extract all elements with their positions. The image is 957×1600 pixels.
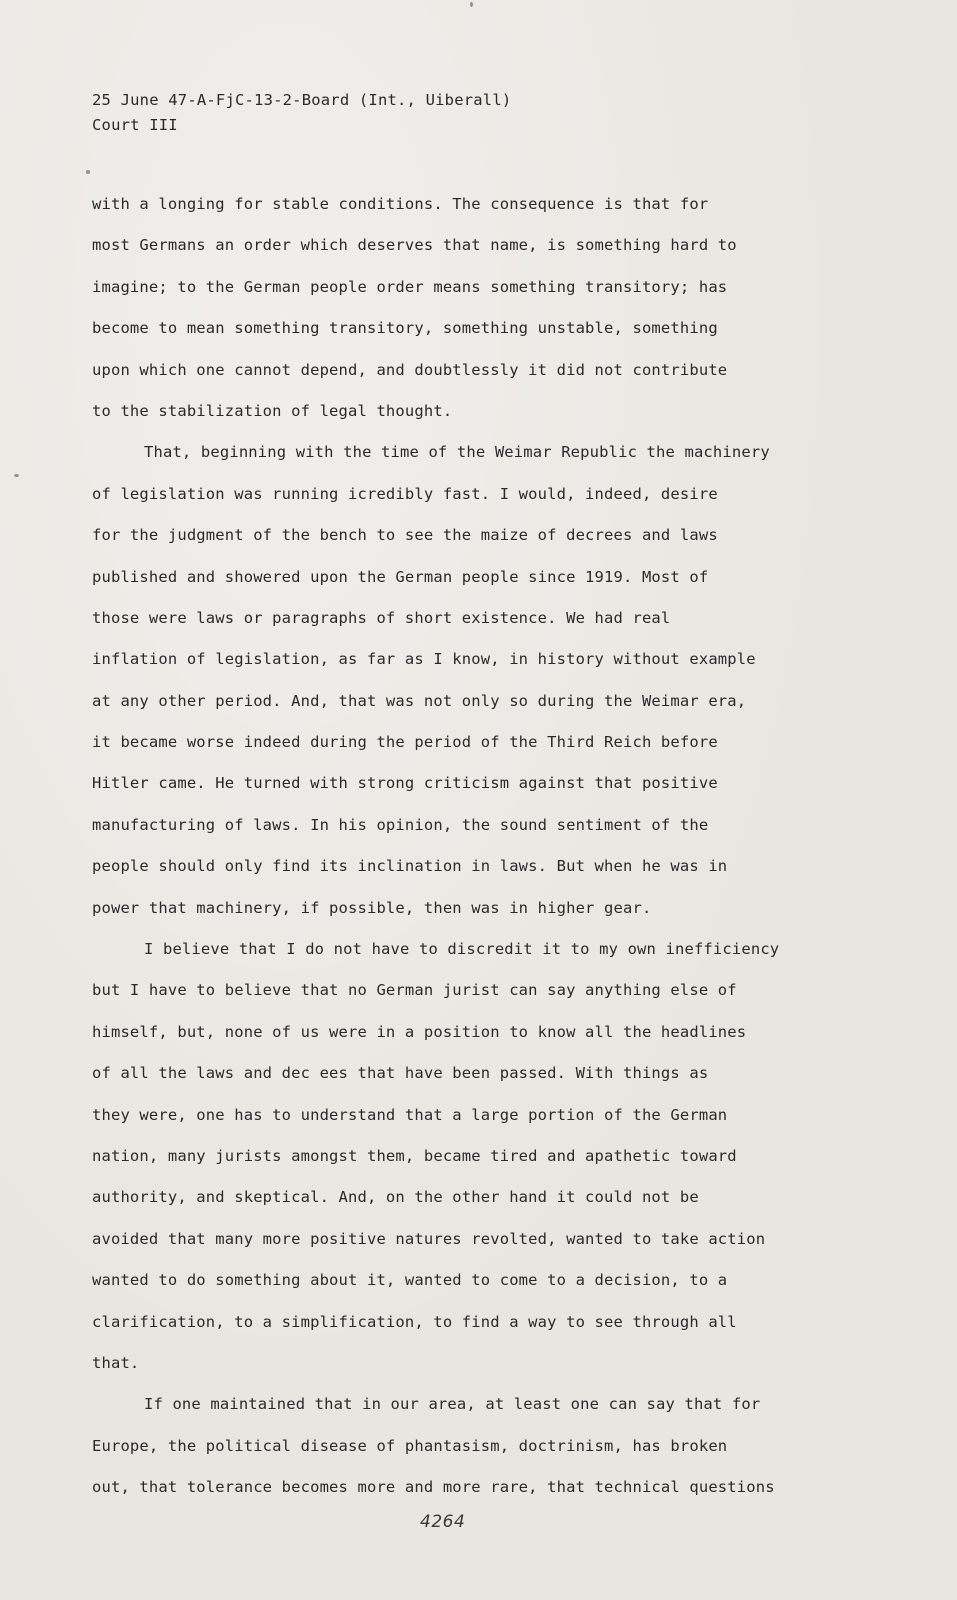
text-line: authority, and skeptical. And, on the other hand it could not be (92, 1188, 699, 1207)
paper-speck (14, 474, 19, 477)
text-line: of legislation was running icredibly fast. I would, indeed, desire (92, 484, 718, 503)
text-line: of all the laws and dec ees that have been passed. With things as (92, 1064, 709, 1083)
transcript-body (92, 190, 852, 1515)
paper-speck (470, 2, 473, 7)
header-reference-line: 25 June 47-A-FjC-13-2-Board (Int., Uiberall) (92, 91, 512, 109)
text-line: nation, many jurists amongst them, became tired and apathetic toward (92, 1146, 737, 1165)
paragraph-start-line: If one maintained that in our area, at least one can say that for (144, 1395, 761, 1414)
text-line: manufacturing of laws. In his opinion, the sound sentiment of the (92, 815, 709, 834)
document-header (92, 88, 511, 138)
text-line: upon which one cannot depend, and doubtlessly it did not contribute (92, 360, 728, 379)
paper-speck (86, 170, 90, 174)
page-number: 4264 (420, 1512, 466, 1532)
paragraph-start-line: That, beginning with the time of the Weimar Republic the machinery (144, 443, 770, 462)
text-line: inflation of legislation, as far as I know, in history without example (92, 650, 756, 669)
text-line: power that machinery, if possible, then was in higher gear. (92, 898, 652, 917)
text-line: people should only find its inclination in laws. But when he was in (92, 857, 728, 876)
text-line: but I have to believe that no German jurist can say anything else of (92, 981, 737, 1000)
text-line: that. (92, 1353, 140, 1372)
text-line: avoided that many more positive natures revolted, wanted to take action (92, 1229, 766, 1248)
text-line: Europe, the political disease of phantasism, doctrinism, has broken (92, 1436, 728, 1455)
text-line: himself, but, none of us were in a position to know all the headlines (92, 1022, 747, 1041)
text-line: for the judgment of the bench to see the maize of decrees and laws (92, 526, 718, 545)
text-line: out, that tolerance becomes more and more rare, that technical questions (92, 1478, 775, 1497)
text-line: it became worse indeed during the period of the Third Reich before (92, 733, 718, 752)
text-line: imagine; to the German people order means something transitory; has (92, 277, 728, 296)
text-line: Hitler came. He turned with strong criticism against that positive (92, 774, 718, 793)
text-line: become to mean something transitory, something unstable, something (92, 319, 718, 338)
text-line: with a longing for stable conditions. The consequence is that for (92, 195, 709, 213)
header-court-line: Court III (92, 116, 178, 134)
text-line: most Germans an order which deserves that name, is something hard to (92, 236, 737, 255)
text-line: at any other period. And, that was not only so during the Weimar era, (92, 691, 747, 710)
text-line: clarification, to a simplification, to find a way to see through all (92, 1312, 737, 1331)
text-line: those were laws or paragraphs of short existence. We had real (92, 608, 671, 627)
text-line: they were, one has to understand that a large portion of the German (92, 1105, 728, 1124)
text-line: to the stabilization of legal thought. (92, 401, 453, 420)
text-line: published and showered upon the German people since 1919. Most of (92, 567, 709, 586)
paragraph-start-line: I believe that I do not have to discredit it to my own inefficiency (144, 940, 780, 959)
text-line: wanted to do something about it, wanted to come to a decision, to a (92, 1271, 728, 1290)
